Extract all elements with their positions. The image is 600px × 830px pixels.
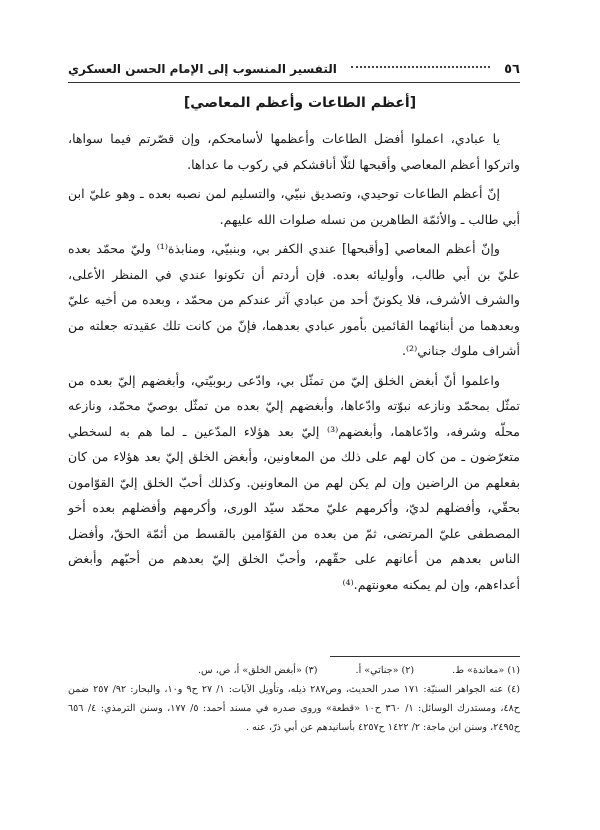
footnote-3: (٣) «أبغض الخلق» أ، ص، س. — [198, 665, 318, 676]
paragraph-1: يا عبادي، اعملوا أفضل الطاعات وأعظمها لأسامحكم، وإن قصّرتم فيما سواها، واتركوا أعظم المعاصي وأقبحها لئلّا أناقشكم في ركوب ما عداها. — [68, 131, 520, 172]
footnote-2: (٢) «جناتي» أ. — [355, 665, 415, 676]
paragraph-3: وإنّ أعظم المعاصي [وأقبحها] عندي الكفر بي، وبنبيّي، ومنابذة⁽¹⁾ وليّ محمّد بعده عليّ بن أبي طالب، وأوليائه بعده. فإن أردتم أن تكونوا عندي في المنظر الأعلى، والشرف الأشرف، فلا يكوننّ أحد من عبادي آثر عندكم من محمّد ، وبعده من أخيه عليّ وبعدهما من أبنائهما القائمين بأمور عبادي بعدهما، فإنّ من كانت تلك عقيدته جعلته من أشراف ملوك جناني⁽²⁾. — [68, 241, 520, 358]
footnote-1: (١) «معاندة» ط. — [452, 665, 520, 676]
footnote-row — [68, 661, 520, 680]
paragraph-2: إنّ أعظم الطاعات توحيدي، وتصديق نبيّي، والتسليم لمن نصبه بعده ـ وهو عليّ ابن أبي طالب ـ والأئمّة الطاهرين من نسله صلوات الله عليهم. — [68, 186, 520, 227]
page-number: ٥٦ — [504, 61, 520, 77]
header-dotted-leader — [351, 66, 490, 68]
footnote-rule — [330, 656, 520, 657]
running-header — [68, 56, 520, 83]
paragraph-4: واعلموا أنّ أبغض الخلق إليّ من تمثّل بي، وادّعى ربوبيّتي، وأبغضهم إليّ بعده من تمثّل بمحمّد ونازعه نبوّته وادّعاها، وأبغضهم إليّ بعده من تمثّل بوصيّ محمّد، ونازعه محلّه وشرفه، وادّعاهما، وأبغضهم⁽³⁾ إليّ بعد هؤلاء المدّعين ـ لما هم به لسخطي متعرّضون ـ من كان لهم على ذلك من المعاونين، وأبغض الخلق إليّ بعد هؤلاء من كان بفعلهم من الراضين وإن لم يكن لهم من المعاونين. وكذلك أحبّ الخلق إليّ القوّامون بحقّي، وأفضلهم لديّ، وأكرمهم عليّ محمّد سيّد الورى، وأكرمهم وأفضلهم بعده أخو المصطفى عليّ المرتضى، ثمّ من بعده من القوّامين بالقسط من أئمّة الحقّ، وأفضل الناس بعدهم من أعانهم على حقّهم، وأحبّ الخلق إليّ بعدهم من أحبّهم وأبغض أعداءهم، وإن لم يمكنه معونتهم.⁽⁴⁾ — [68, 372, 520, 592]
book-title: التفسير المنسوب إلى الإمام الحسن العسكري — [68, 62, 337, 76]
footnote-4: (٤) عنه الجواهر السنيّة: ١٧١ صدر الحديث، وص٢٨٧ ذيله، وتأويل الآيات: ١/ ٢٧ ح٩ و١٠، والبحار: ٩٢/ ٢٥٧ ضمن ح٤٨، ومستدرك الوسائل: ١/ ٣٦٠ ح١٠ «قطعة» وروى صدره في مسند أحمد: ٥/ ١٧٧، وسنن الترمذي: ٤/ ٦٥٦ ح٢٤٩٥، وسنن ابن ماجة: ٢/ ١٤٢٢ ح٤٢٥٧ بأسانيدهم عن أبي ذرّ، عنه . — [68, 684, 520, 733]
section-heading: [أعظم الطاعات وأعظم المعاصي] — [183, 95, 417, 111]
main-text — [68, 126, 520, 601]
footnotes — [68, 656, 520, 737]
